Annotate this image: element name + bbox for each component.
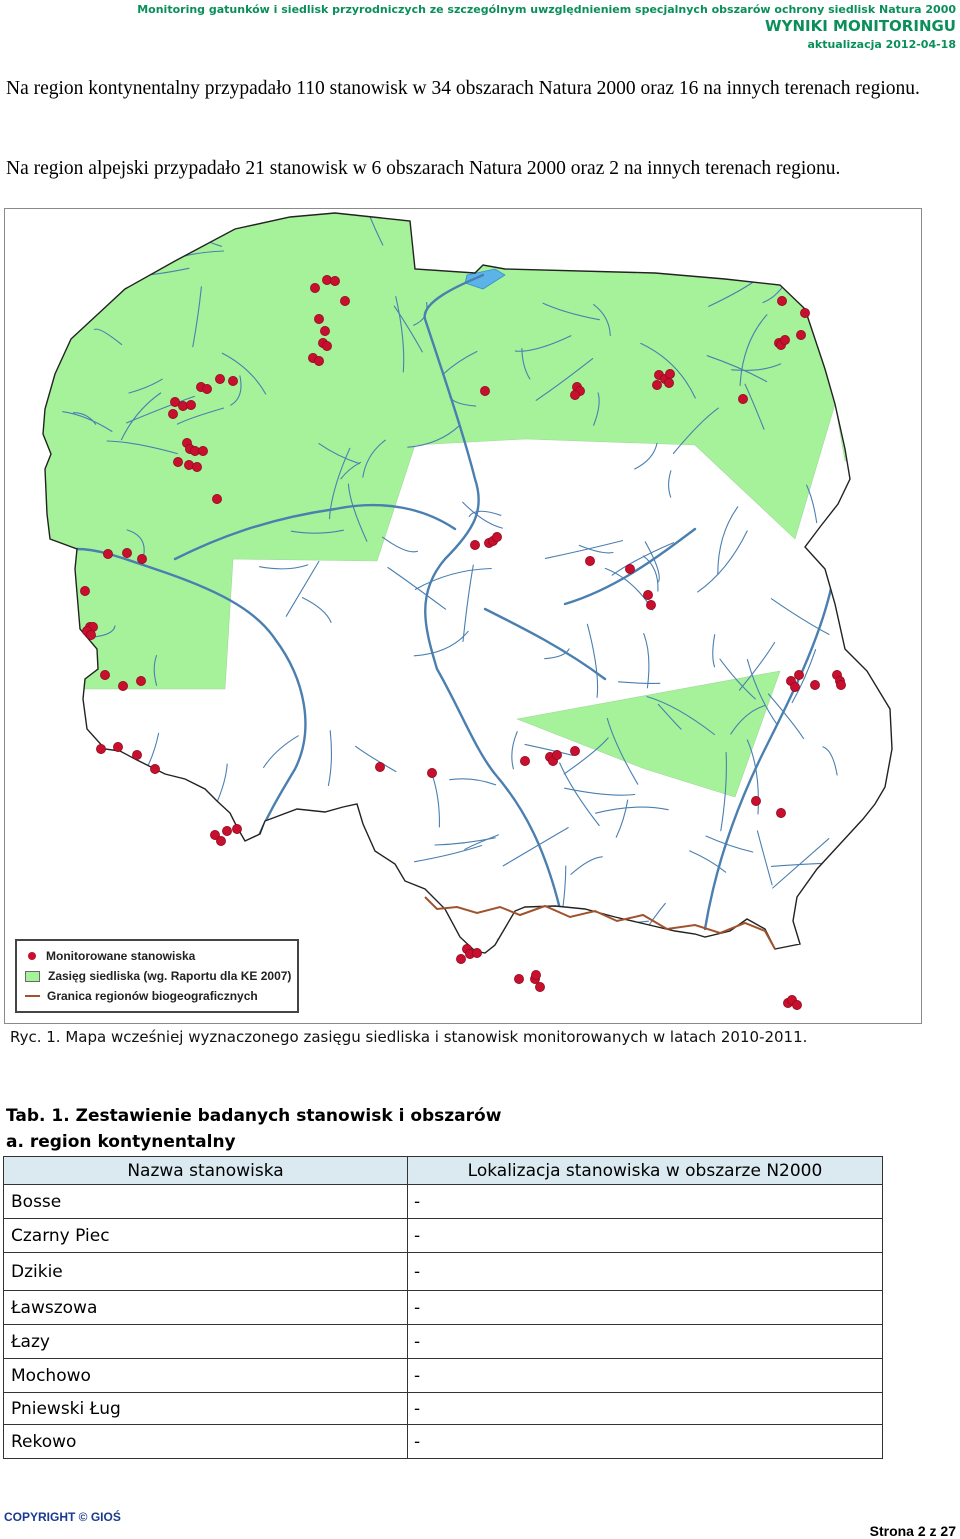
site-marker — [168, 409, 177, 418]
site-marker — [330, 276, 339, 285]
site-marker — [118, 681, 127, 690]
river-line — [549, 929, 561, 959]
site-marker — [222, 826, 231, 835]
site-marker — [322, 341, 331, 350]
site-marker — [212, 494, 221, 503]
site-marker — [780, 335, 789, 344]
river-line — [828, 283, 840, 308]
table-row — [4, 1291, 883, 1325]
poland-map-graphic — [5, 209, 921, 1023]
site-marker — [794, 670, 803, 679]
site-marker — [202, 384, 211, 393]
legend-item-range — [25, 967, 291, 985]
site-marker — [113, 742, 122, 751]
river-line — [364, 891, 402, 926]
map-legend — [15, 939, 299, 1013]
site-marker — [100, 670, 109, 679]
site-marker — [535, 982, 544, 991]
site-marker — [520, 756, 529, 765]
site-marker — [216, 836, 225, 845]
river-line — [66, 827, 85, 847]
site-name-cell: Rekowo — [4, 1425, 408, 1459]
table-row — [4, 1393, 883, 1425]
table-row — [4, 1325, 883, 1359]
footer-page-number: Strona 2 z 27 — [869, 1523, 956, 1539]
site-name-cell: Ławszowa — [4, 1291, 408, 1325]
site-name-cell: Pniewski Ług — [4, 1393, 408, 1425]
site-marker — [314, 356, 323, 365]
site-marker — [643, 590, 652, 599]
site-marker — [340, 296, 349, 305]
table-row — [4, 1359, 883, 1393]
site-name-cell: Łazy — [4, 1325, 408, 1359]
site-marker — [625, 564, 634, 573]
river-line — [824, 285, 860, 307]
site-marker — [320, 326, 329, 335]
column-header-site-name: Nazwa stanowiska — [4, 1157, 408, 1185]
site-marker — [314, 314, 323, 323]
site-marker — [531, 970, 540, 979]
site-location-cell: - — [408, 1425, 883, 1459]
site-location-cell: - — [408, 1253, 883, 1291]
site-marker — [790, 682, 799, 691]
site-marker — [427, 768, 436, 777]
site-marker — [664, 378, 673, 387]
river-line — [438, 230, 460, 251]
table-row — [4, 1425, 883, 1459]
river-line — [772, 224, 789, 268]
site-marker — [215, 374, 224, 383]
table-row — [4, 1185, 883, 1219]
site-marker — [646, 600, 655, 609]
site-marker — [480, 386, 489, 395]
table-subtitle: a. region kontynentalny — [6, 1132, 236, 1152]
site-marker — [456, 954, 465, 963]
site-marker — [136, 676, 145, 685]
red-dot-icon — [28, 952, 36, 960]
site-marker — [472, 948, 481, 957]
site-marker — [122, 548, 131, 557]
site-marker — [776, 808, 785, 817]
river-line — [264, 824, 281, 863]
site-marker — [86, 630, 95, 639]
site-marker — [173, 457, 182, 466]
sites-table — [3, 1156, 883, 1459]
site-marker — [150, 764, 159, 773]
site-marker — [796, 330, 805, 339]
site-marker — [652, 380, 661, 389]
border-line-icon — [25, 995, 40, 997]
site-marker — [132, 750, 141, 759]
green-area-icon — [25, 971, 40, 982]
site-marker — [836, 680, 845, 689]
figure-caption: Ryc. 1. Mapa wcześniej wyznaczonego zasięgu siedliska i stanowisk monitorowanych w latach 2010-2011. — [10, 1028, 808, 1046]
intro-alpine-paragraph: Na region alpejski przypadało 21 stanowisk w 6 obszarach Natura 2000 oraz 2 na innych terenach regionu. — [6, 158, 841, 179]
site-marker — [665, 369, 674, 378]
site-marker — [514, 974, 523, 983]
table-header-row — [4, 1157, 883, 1185]
site-marker — [570, 390, 579, 399]
site-name-cell: Bosse — [4, 1185, 408, 1219]
site-marker — [192, 462, 201, 471]
site-marker — [738, 394, 747, 403]
site-marker — [310, 283, 319, 292]
river-line — [155, 912, 187, 914]
site-marker — [751, 796, 760, 805]
site-location-cell: - — [408, 1185, 883, 1219]
habitat-map — [4, 208, 922, 1024]
footer-copyright: COPYRIGHT © GIOŚ — [4, 1510, 121, 1524]
site-marker — [375, 762, 384, 771]
site-marker — [552, 750, 561, 759]
site-marker — [80, 586, 89, 595]
legend-range-label: Zasięg siedliska (wg. Raportu dla KE 2007) — [48, 969, 292, 983]
legend-item-border — [25, 987, 258, 1005]
column-header-n2000-location: Lokalizacja stanowiska w obszarze N2000 — [408, 1157, 883, 1185]
site-marker — [570, 746, 579, 755]
site-marker — [103, 549, 112, 558]
legend-sites-label: Monitorowane stanowiska — [46, 949, 196, 963]
site-marker — [186, 400, 195, 409]
table-row — [4, 1253, 883, 1291]
legend-item-sites — [25, 947, 195, 965]
site-location-cell: - — [408, 1219, 883, 1253]
intro-continental-paragraph: Na region kontynentalny przypadało 110 stanowisk w 34 obszarach Natura 2000 oraz 16 na innych terenach regionu. — [6, 78, 920, 99]
site-location-cell: - — [408, 1393, 883, 1425]
river-line — [268, 836, 311, 881]
header-project-title: Monitoring gatunków i siedlisk przyrodniczych ze szczególnym uwzględnieniem specjalnych obszarów ochrony siedlisk Natura 2000 — [137, 3, 956, 16]
river-line — [387, 877, 397, 902]
site-marker — [198, 446, 207, 455]
site-marker — [96, 744, 105, 753]
site-name-cell: Mochowo — [4, 1359, 408, 1393]
table-title: Tab. 1. Zestawienie badanych stanowisk i obszarów — [6, 1106, 502, 1126]
site-name-cell: Dzikie — [4, 1253, 408, 1291]
legend-border-label: Granica regionów biogeograficznych — [47, 989, 258, 1003]
site-location-cell: - — [408, 1291, 883, 1325]
river-line — [861, 257, 894, 282]
site-location-cell: - — [408, 1325, 883, 1359]
site-marker — [232, 824, 241, 833]
site-marker — [777, 296, 786, 305]
site-marker — [585, 556, 594, 565]
site-name-cell: Czarny Piec — [4, 1219, 408, 1253]
river-line — [322, 819, 339, 882]
table-row — [4, 1219, 883, 1253]
river-line — [256, 910, 313, 940]
site-marker — [492, 532, 501, 541]
river-line — [832, 209, 837, 248]
site-marker — [810, 680, 819, 689]
site-marker — [470, 540, 479, 549]
site-marker — [228, 376, 237, 385]
site-location-cell: - — [408, 1359, 883, 1393]
site-marker — [792, 1000, 801, 1009]
site-marker — [800, 308, 809, 317]
header-section-title: WYNIKI MONITORINGU — [765, 17, 956, 35]
site-marker — [137, 554, 146, 563]
header-update-date: aktualizacja 2012-04-18 — [807, 38, 956, 51]
river-line — [862, 630, 897, 667]
